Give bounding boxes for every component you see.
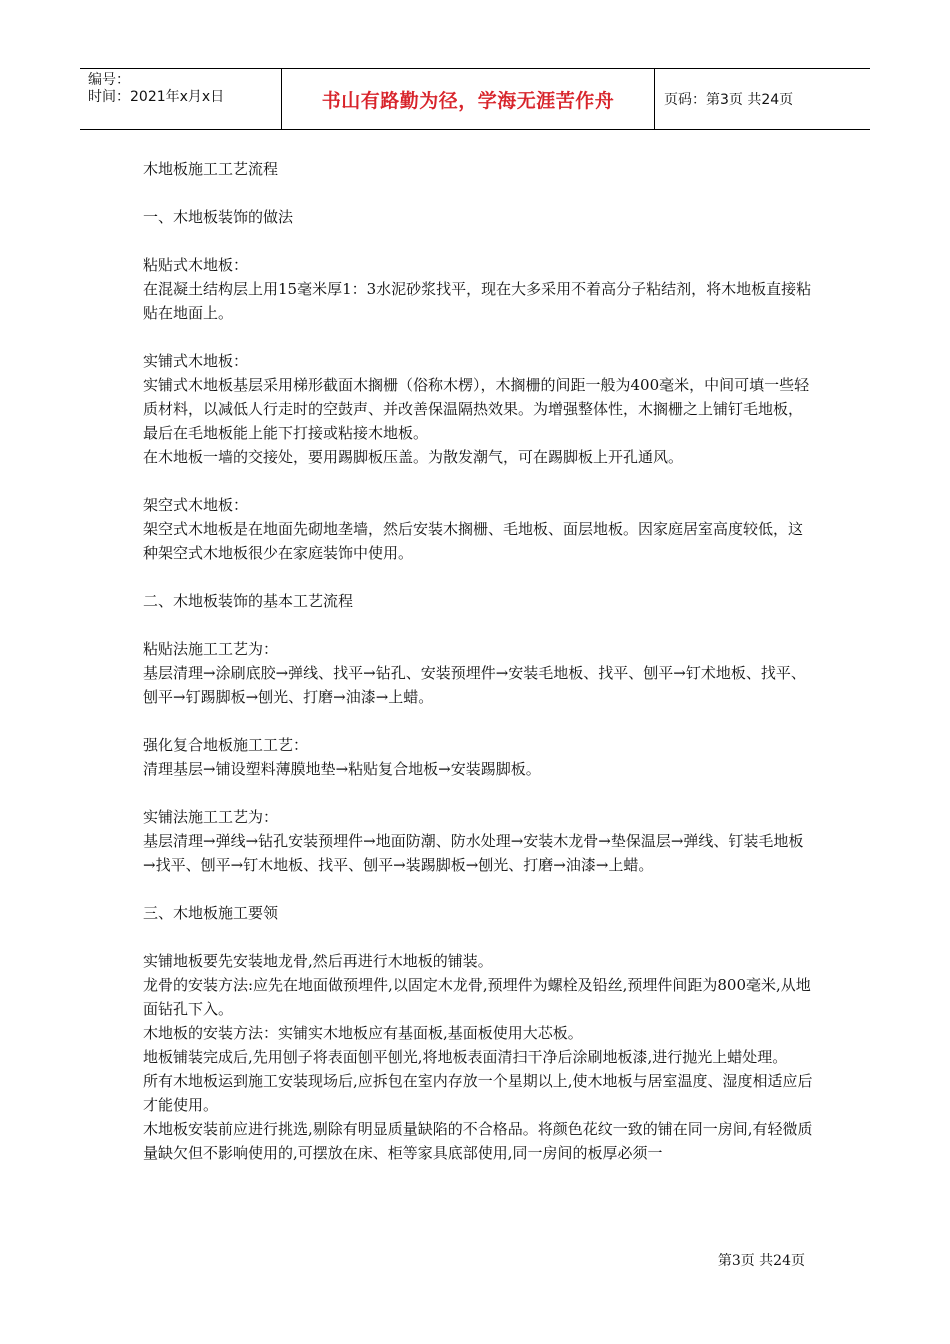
paragraph: 基层清理→涂刷底胶→弹线、找平→钻孔、安装预埋件→安装毛地板、找平、刨平→钉术地板、找平、刨平→钉踢脚板→刨光、打磨→油漆→上蜡。 <box>143 664 806 706</box>
subsection-title: 实铺式木地板： <box>143 352 249 370</box>
paragraph: 在混凝土结构层上用15毫米厚1：3水泥砂浆找平，现在大多采用不着高分子粘结剂，将木地板直接粘贴在地面上。 <box>143 280 812 322</box>
subsection-title: 实铺法施工工艺为： <box>143 808 279 826</box>
paragraph: 龙骨的安装方法:应先在地面做预埋件,以固定木龙骨,预埋件为螺栓及铅丝,预埋件间距为800毫米,从地面钻孔下入。 <box>143 976 811 1018</box>
section-2-heading: 二、木地板装饰的基本工艺流程 <box>143 592 354 610</box>
paragraph: 在木地板一墙的交接处，要用踢脚板压盖。为散发潮气，可在踢脚板上开孔通风。 <box>143 448 684 466</box>
header-motto-cell <box>282 69 655 129</box>
section-3-heading: 三、木地板施工要领 <box>143 904 279 922</box>
paragraph: 清理基层→铺设塑料薄膜地垫→粘贴复合地板→安装踢脚板。 <box>143 760 541 778</box>
time-label: 时间：2021年x月x日 <box>88 89 225 105</box>
paragraph: 架空式木地板是在地面先砌地垄墙，然后安装木搁栅、毛地板、面层地板。因家庭居室高度较低，这种架空式木地板很少在家庭装饰中使用。 <box>143 520 804 562</box>
document-body <box>143 157 813 1165</box>
subsection-title: 架空式木地板： <box>143 496 249 514</box>
paragraph: 实铺式木地板基层采用梯形截面木搁栅（俗称木楞），木搁栅的间距一般为400毫米，中间可填一些轻质材料，以减低人行走时的空鼓声、并改善保温隔热效果。为增强整体性，木搁栅之上铺钉毛地板，最后在毛地板能上能下打接或粘接木地板。 <box>143 376 810 442</box>
paragraph: 地板铺装完成后,先用刨子将表面刨平刨光,将地板表面清扫干净后涂刷地板漆,进行抛光上蜡处理。 <box>143 1048 788 1066</box>
footer-page-number: 第3页 共24页 <box>717 1253 805 1269</box>
paragraph: 木地板安装前应进行挑选,剔除有明显质量缺陷的不合格品。将颜色花纹一致的铺在同一房间,有轻微质量缺欠但不影响使用的,可摆放在床、柜等家具底部使用,同一房间的板厚必须一 <box>143 1120 813 1162</box>
number-label: 编号： <box>88 72 130 88</box>
paragraph: 所有木地板运到施工安装现场后,应拆包在室内存放一个星期以上,使木地板与居室温度、湿度相适应后才能使用。 <box>143 1072 813 1114</box>
page-label: 页码：第3页 共24页 <box>664 92 794 108</box>
subsection-title: 粘贴式木地板： <box>143 256 249 274</box>
paragraph: 基层清理→弹线→钻孔安装预埋件→地面防潮、防水处理→安装木龙骨→垫保温层→弹线、钉装毛地板→找平、刨平→钉木地板、找平、刨平→装踢脚板→刨光、打磨→油漆→上蜡。 <box>143 832 804 874</box>
paragraph: 实铺地板要先安装地龙骨,然后再进行木地板的铺装。 <box>143 952 493 970</box>
subsection-title: 强化复合地板施工工艺： <box>143 736 309 754</box>
document-title: 木地板施工工艺流程 <box>143 160 279 178</box>
paragraph: 木地板的安装方法：实铺实木地板应有基面板,基面板使用大芯板。 <box>143 1024 583 1042</box>
page-footer <box>718 1250 805 1270</box>
header-info-cell <box>80 69 282 129</box>
header-page-cell <box>655 69 870 129</box>
section-1-heading: 一、木地板装饰的做法 <box>143 208 294 226</box>
page-header <box>80 68 870 130</box>
motto-text: 书山有路勤为径，学海无涯苦作舟 <box>321 89 615 112</box>
subsection-title: 粘贴法施工工艺为： <box>143 640 279 658</box>
